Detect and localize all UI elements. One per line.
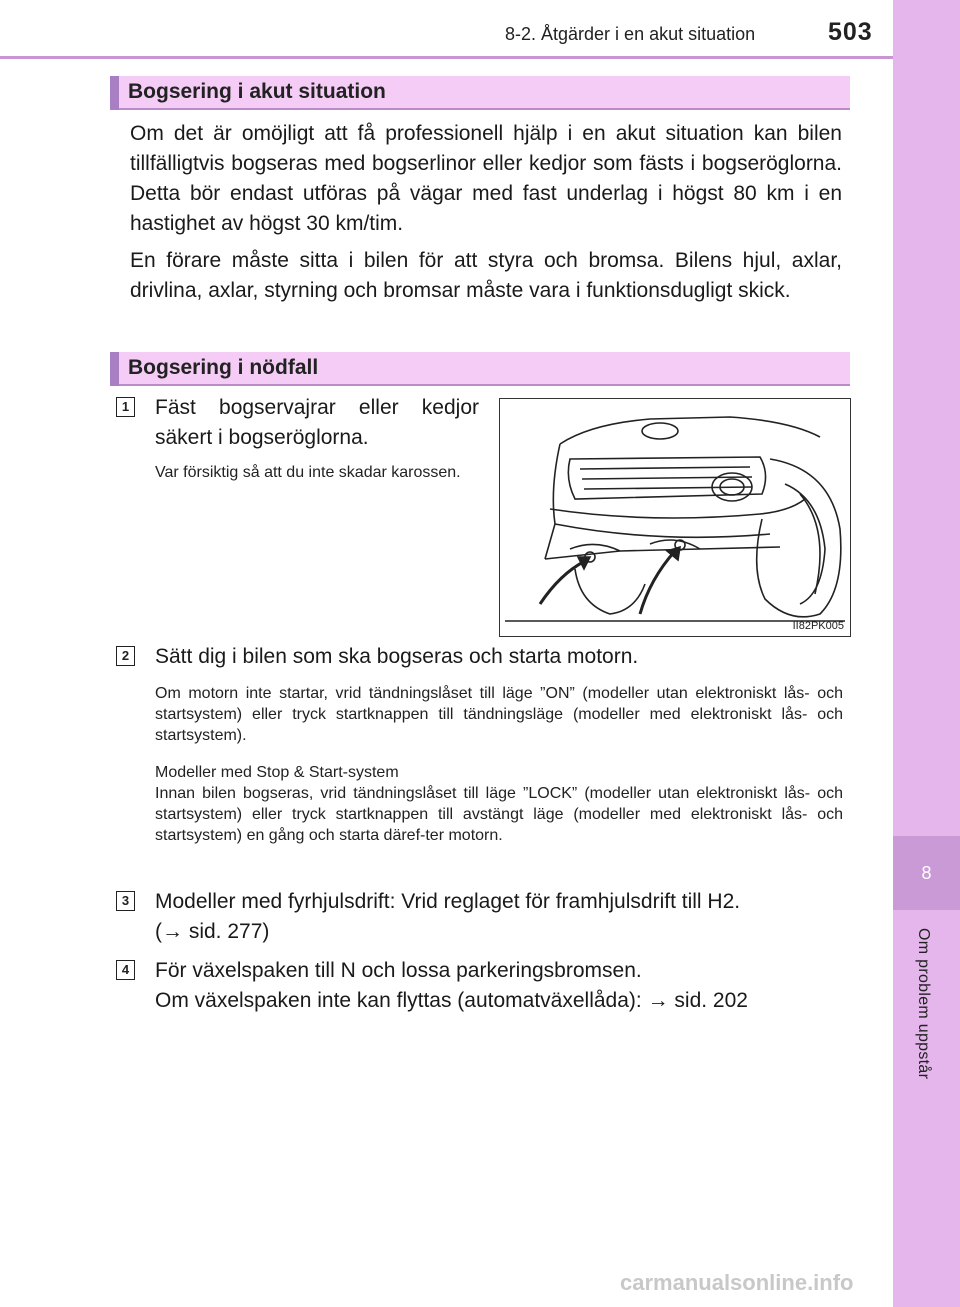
section-heading-emergency-tow	[110, 352, 850, 386]
step-number-2: 2	[116, 646, 135, 666]
step-2-note-title: Modeller med Stop & Start-system	[155, 764, 399, 781]
step-2-note: Om motorn inte startar, vrid tändningslåset till läge ”ON” (modeller utan elektroniskt lås- och startsystem) eller tryck startknappen till tändningsläge (modeller med elektroniskt lås- och startsystem).	[155, 685, 843, 744]
paragraph: En förare måste sitta i bilen för att styra och bromsa. Bilens hjul, axlar, drivlina, axlar, styrning och bromsar måste vara i funktionsdugligt skick.	[130, 249, 842, 302]
step-2-note-detail: Innan bilen bogseras, vrid tändningslåset till läge ”LOCK” (modeller utan elektroniskt lås- och startsystem) eller tryck startknappen till avstängt läge (modeller med elektroniskt lås- och startsystem) en gång och starta däref-ter motorn.	[155, 785, 843, 844]
section-heading-label: Bogsering i akut situation	[128, 80, 386, 103]
page-number: 503	[828, 18, 873, 46]
step-number-1: 1	[116, 397, 135, 417]
towing-eyelet-illustration	[499, 398, 851, 637]
step-3-page-ref: (→ sid. 277)	[155, 920, 270, 943]
paragraph: Om det är omöjligt att få professionell hjälp i en akut situation kan bilen tillfälligtvis bogseras med bogserlinor eller kedjor som fästs i bogseröglorna. Detta bör endast utföras på vägar med fast underlag i högst 80 km i en hastighet av högst 30 km/tim.	[130, 122, 842, 235]
section-heading-emergency-towing	[110, 76, 850, 110]
chapter-number: 8	[893, 836, 960, 910]
step-3-text: Modeller med fyrhjulsdrift: Vrid reglaget för framhjulsdrift till H2.	[155, 890, 741, 913]
header-divider	[0, 56, 893, 59]
step-number-4: 4	[116, 960, 135, 980]
step-1-text: Fäst bogservajrar eller kedjor säkert i bogseröglorna.	[155, 396, 479, 449]
figure-code: II82PK005	[792, 620, 844, 632]
site-watermark: carmanualsonline.info	[620, 1270, 854, 1295]
car-front-illustration	[500, 399, 850, 636]
step-4-text: För växelspaken till N och lossa parkeringsbromsen.	[155, 959, 642, 982]
section-title: 8-2. Åtgärder i en akut situation	[505, 24, 756, 44]
step-number-3: 3	[116, 891, 135, 911]
heading-accent-bar	[110, 352, 119, 386]
step-2-text: Sätt dig i bilen som ska bogseras och starta motorn.	[155, 645, 639, 668]
chapter-title: Om problem uppstår	[915, 928, 932, 1080]
step-4-detail: Om växelspaken inte kan flyttas (automatväxellåda): → sid. 202	[155, 989, 748, 1012]
section-heading-label: Bogsering i nödfall	[128, 356, 319, 379]
heading-accent-bar	[110, 76, 119, 110]
step-1-note: Var försiktig så att du inte skadar karossen.	[155, 464, 461, 481]
